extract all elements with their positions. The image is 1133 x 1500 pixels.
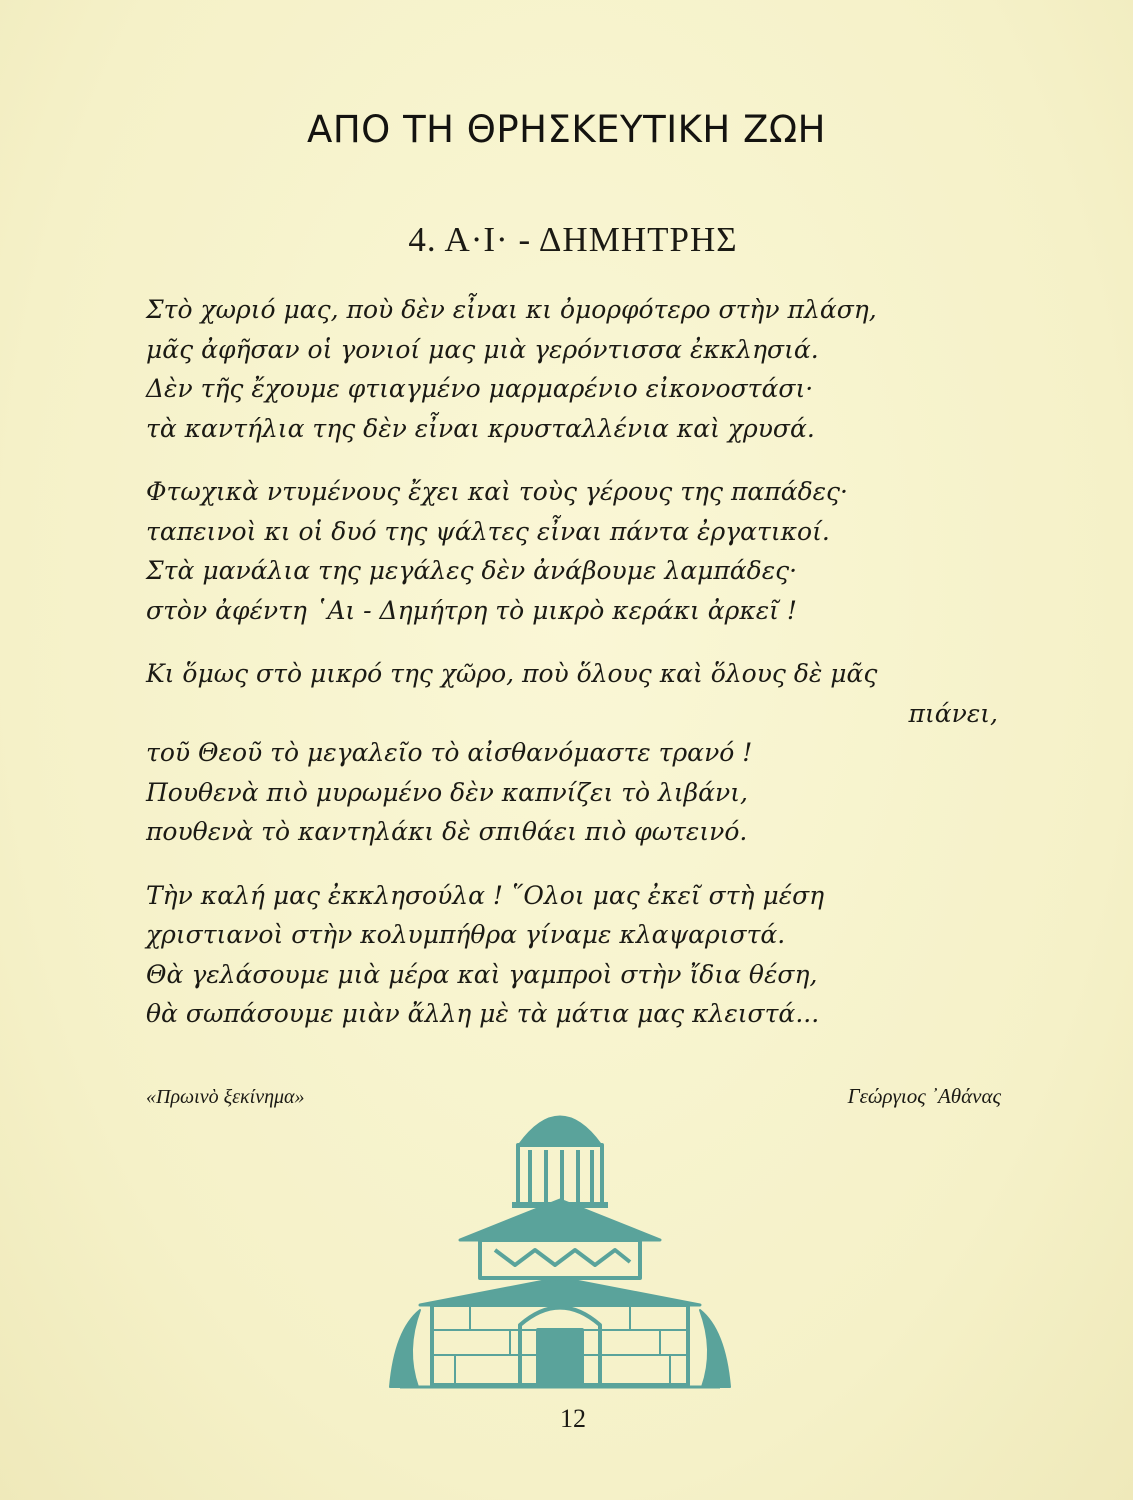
author-name: Γεώργιος ᾿Αθάνας [847, 1084, 1001, 1108]
stanza-4 [146, 876, 1006, 1034]
poem-line: Δὲν τῆς ἔχουμε φτιαγμένο μαρμαρένιο εἰκονοστάσι· [146, 374, 814, 403]
poem-line: θὰ σωπάσουμε μιὰν ἄλλη μὲ τὰ μάτια μας κλειστά... [146, 999, 820, 1028]
poem-line: Φτωχικὰ ντυμένους ἔχει καὶ τοὺς γέρους της παπάδες· [146, 477, 849, 506]
poem-line: μᾶς ἀφῆσαν οἱ γονιοί μας μιὰ γερόντισσα ἐκκλησιά. [146, 334, 819, 364]
poem-title: 4. Α·Ι· - ΔΗΜΗΤΡΗΣ [408, 220, 738, 259]
poem-line: χριστιανοὶ στὴν κολυμπήθρα γίναμε κλαψαριστά. [146, 920, 786, 949]
byzantine-church-icon [380, 1090, 740, 1390]
poem-body [146, 290, 1006, 1058]
stanza-3 [146, 654, 1006, 852]
source-citation: «Πρωινὸ ξεκίνημα» [146, 1086, 305, 1108]
poem-line: Πουθενὰ πιὸ μυρωμένο δὲν καπνίζει τὸ λιβάνι, [146, 777, 748, 807]
stanza-1 [146, 290, 1006, 448]
poem-line-continuation: πιάνει, [908, 698, 998, 728]
poem-line: τὰ καντήλια της δὲν εἶναι κρυσταλλένια καὶ χρυσά. [146, 413, 815, 443]
section-title: ΑΠΟ ΤΗ ΘΡΗΣΚΕΥΤΙΚΗ ΖΩΗ [307, 108, 826, 151]
poem-line: στὸν ἀφέντη ῾Αι - Δημήτρη τὸ μικρὸ κεράκι ἀρκεῖ ! [146, 595, 797, 625]
poem-line: πουθενὰ τὸ καντηλάκι δὲ σπιθάει πιὸ φωτεινό. [146, 817, 748, 846]
poem-line: Τὴν καλή μας ἐκκλησούλα ! ῞Ολοι μας ἐκεῖ στὴ μέση [146, 880, 825, 910]
stanza-2 [146, 472, 1006, 630]
poem-line: Κι ὅμως στὸ μικρό της χῶρο, ποὺ ὅλους καὶ ὅλους δὲ μᾶς [146, 659, 878, 688]
poem-line: Θὰ γελάσουμε μιὰ μέρα καὶ γαμπροὶ στὴν ἴδια θέση, [146, 959, 818, 989]
poem-line: Στὸ χωριό μας, ποὺ δὲν εἶναι κι ὀμορφότερο στὴν πλάση, [146, 295, 877, 324]
page-number: 12 [560, 1404, 586, 1433]
poem-line: τοῦ Θεοῦ τὸ μεγαλεῖο τὸ αἰσθανόμαστε τρανό ! [146, 738, 753, 767]
poem-line: Στὰ μανάλια της μεγάλες δὲν ἀνάβουμε λαμπάδες· [146, 556, 798, 585]
poem-line: ταπεινοὶ κι οἱ δυό της ψάλτες εἶναι πάντα ἐργατικοί. [146, 516, 830, 546]
